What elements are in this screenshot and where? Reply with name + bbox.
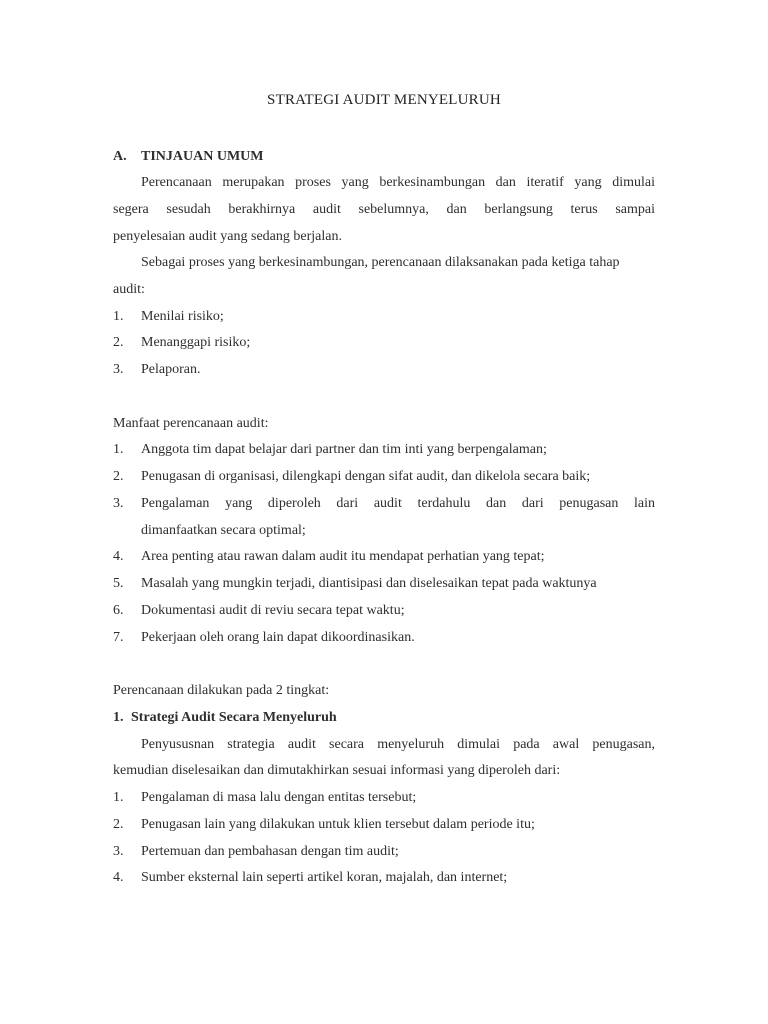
list-number: 4.	[113, 549, 124, 564]
paragraph-line: penyelesaian audit yang sedang berjalan.	[113, 229, 342, 244]
list-item: Area penting atau rawan dalam audit itu mendapat perhatian yang tepat;	[141, 549, 545, 564]
list-number: 2.	[113, 469, 124, 484]
list-item: Pertemuan dan pembahasan dengan tim audit;	[141, 844, 399, 859]
list-item: Pengalaman yang diperoleh dari audit terdahulu dan dari penugasan lain	[141, 496, 655, 511]
list-number: 7.	[113, 630, 124, 645]
paragraph-line: Perencanaan merupakan proses yang berkesinambungan dan iteratif yang dimulai	[141, 175, 655, 190]
list-number: 4.	[113, 870, 124, 885]
list-number: 3.	[113, 496, 124, 511]
section-a-label: A.	[113, 149, 127, 164]
list-item: Masalah yang mungkin terjadi, diantisipasi dan diselesaikan tepat pada waktunya	[141, 576, 597, 591]
levels-intro: Perencanaan dilakukan pada 2 tingkat:	[113, 683, 330, 698]
list-item: Pengalaman di masa lalu dengan entitas tersebut;	[141, 790, 417, 805]
list-item-continuation: dimanfaatkan secara optimal;	[141, 523, 306, 538]
list-number: 3.	[113, 362, 124, 377]
list-item: Penugasan di organisasi, dilengkapi dengan sifat audit, dan dikelola secara baik;	[141, 469, 591, 484]
list-item: Menanggapi risiko;	[141, 335, 251, 350]
list-item: Pelaporan.	[141, 362, 201, 377]
list-number: 5.	[113, 576, 124, 591]
paragraph-line: Penyususnan strategia audit secara menyeluruh dimulai pada awal penugasan,	[141, 737, 655, 752]
list-item: Menilai risiko;	[141, 309, 224, 324]
list-number: 2.	[113, 817, 124, 832]
paragraph-line: audit:	[113, 282, 145, 297]
paragraph-line: Sebagai proses yang berkesinambungan, perencanaan dilaksanakan pada ketiga tahap	[141, 255, 620, 270]
list-number: 2.	[113, 335, 124, 350]
page-title: STRATEGI AUDIT MENYELURUH	[267, 92, 501, 108]
list-item: Anggota tim dapat belajar dari partner dan tim inti yang berpengalaman;	[141, 442, 547, 457]
list-number: 1.	[113, 309, 124, 324]
subsection-heading: Strategi Audit Secara Menyeluruh	[131, 710, 337, 725]
paragraph-line: segera sesudah berakhirnya audit sebelumnya, dan berlangsung terus sampai	[113, 202, 655, 217]
list-number: 1.	[113, 442, 124, 457]
list-number: 3.	[113, 844, 124, 859]
benefits-intro: Manfaat perencanaan audit:	[113, 416, 269, 431]
list-item: Pekerjaan oleh orang lain dapat dikoordinasikan.	[141, 630, 415, 645]
list-number: 1.	[113, 790, 124, 805]
list-item: Sumber eksternal lain seperti artikel koran, majalah, dan internet;	[141, 870, 508, 885]
list-item: Penugasan lain yang dilakukan untuk klien tersebut dalam periode itu;	[141, 817, 535, 832]
subsection-label: 1.	[113, 710, 124, 725]
list-number: 6.	[113, 603, 124, 618]
list-item: Dokumentasi audit di reviu secara tepat waktu;	[141, 603, 405, 618]
paragraph-line: kemudian diselesaikan dan dimutakhirkan sesuai informasi yang diperoleh dari:	[113, 763, 561, 778]
section-a-heading: TINJAUAN UMUM	[141, 149, 264, 164]
